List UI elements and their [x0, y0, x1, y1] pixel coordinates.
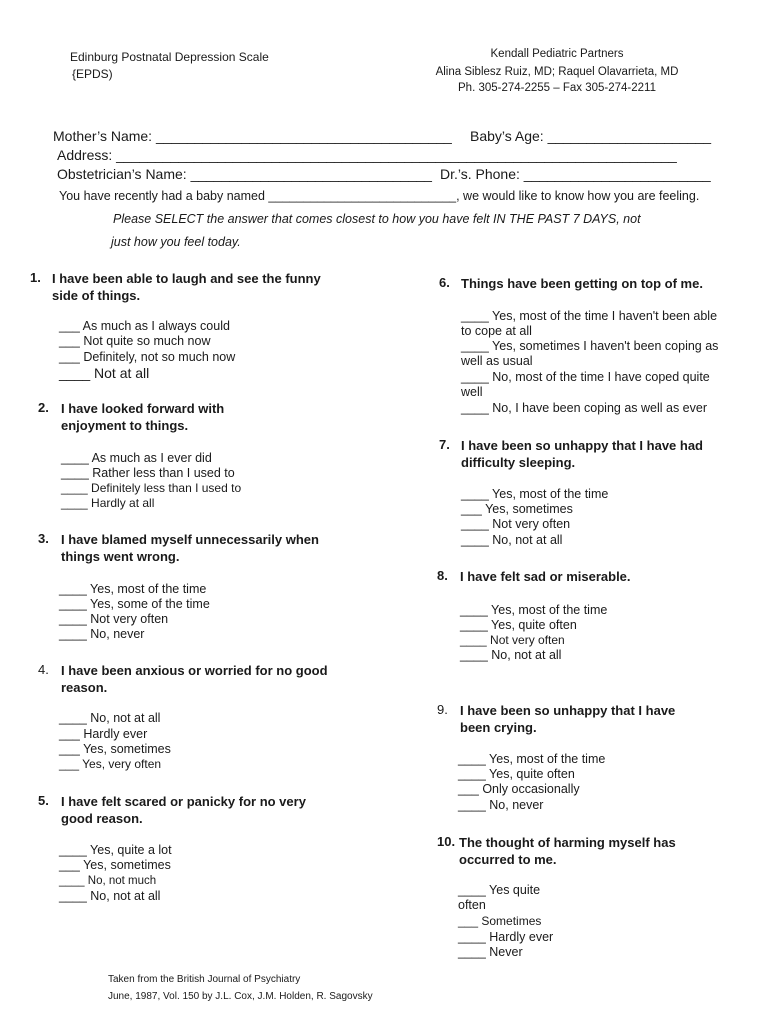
- answer-option[interactable]: ____ No, not at all: [460, 648, 562, 662]
- answer-option[interactable]: ____ Not very often: [59, 612, 169, 626]
- answer-option[interactable]: ____ No, not at all: [59, 711, 161, 725]
- answer-option[interactable]: ____ Yes, most of the time: [458, 752, 606, 766]
- answer-option[interactable]: ____ Yes quite often: [458, 883, 541, 913]
- practice-name: Kendall Pediatric Partners: [490, 48, 624, 60]
- scale-title: Edinburg Postnatal Depression Scale: [70, 50, 269, 64]
- answer-option[interactable]: ___ As much as I always could: [59, 319, 230, 333]
- dr-phone-field[interactable]: Dr.’s. Phone: ________________________: [440, 166, 711, 182]
- answer-option[interactable]: ____ Not at all: [59, 365, 150, 381]
- question-number: 3.: [38, 531, 49, 546]
- babys-age-field[interactable]: Baby’s Age: _____________________: [470, 128, 712, 144]
- obstetrician-name-field[interactable]: Obstetrician’s Name: _______________________________: [57, 166, 432, 182]
- answer-option[interactable]: ___ Yes, sometimes: [59, 858, 171, 872]
- question-text: I have blamed myself unnecessarily when things went wrong.: [61, 532, 319, 564]
- answer-option[interactable]: ____ Never: [458, 945, 523, 959]
- answer-option[interactable]: ___ Not quite so much now: [59, 334, 211, 348]
- answer-option[interactable]: ____ No, not at all: [59, 889, 161, 903]
- question-number: 7.: [439, 437, 450, 452]
- answer-option[interactable]: ____ Yes, sometimes I haven't been coping as well as usual: [461, 339, 719, 369]
- question-number: 10.: [437, 834, 456, 849]
- question-number: 4.: [38, 662, 49, 677]
- question-number: 8.: [437, 568, 448, 583]
- intro-instructions: Please SELECT the answer that comes closest to how you have felt IN THE PAST 7 DAYS, not: [113, 212, 641, 226]
- answer-option[interactable]: ____ Yes, quite often: [458, 767, 575, 781]
- answer-option[interactable]: ____ No, I have been coping as well as ever: [461, 401, 707, 415]
- answer-option[interactable]: ____ Yes, most of the time: [460, 603, 608, 617]
- answer-option[interactable]: ___ Yes, sometimes: [461, 502, 573, 516]
- answer-option[interactable]: ____ Yes, quite a lot: [59, 843, 172, 857]
- citation-source: Taken from the British Journal of Psychiatry: [108, 974, 301, 985]
- scale-abbreviation: {EPDS): [72, 67, 113, 81]
- answer-option[interactable]: ____ Not very often: [460, 633, 565, 647]
- question-text: I have been anxious or worried for no good reason.: [61, 663, 328, 695]
- answer-option[interactable]: ___ Sometimes: [458, 914, 542, 928]
- question-number: 9.: [437, 702, 448, 717]
- answer-option[interactable]: ____ As much as I ever did: [61, 451, 212, 465]
- answer-option[interactable]: ____ Yes, most of the time: [59, 582, 207, 596]
- question-number: 6.: [439, 275, 450, 290]
- question-text: I have been so unhappy that I have had difficulty sleeping.: [461, 438, 703, 470]
- answer-option[interactable]: ____ Yes, quite often: [460, 618, 577, 632]
- answer-option[interactable]: ___ Yes, very often: [59, 757, 162, 771]
- answer-option[interactable]: ____ Definitely less than I used to: [61, 481, 242, 495]
- intro-instructions-cont: just how you feel today.: [111, 235, 241, 249]
- question-text: I have been able to laugh and see the funny side of things.: [52, 271, 321, 303]
- answer-option[interactable]: ___ Yes, sometimes: [59, 742, 171, 756]
- question-text: I have felt scared or panicky for no very good reason.: [61, 794, 306, 826]
- question-text: I have looked forward with enjoyment to things.: [61, 401, 225, 433]
- answer-option[interactable]: ____ Yes, most of the time: [461, 487, 609, 501]
- answer-option[interactable]: ____ No, most of the time I have coped quite well: [461, 370, 710, 400]
- answer-option[interactable]: ____ Yes, some of the time: [59, 597, 210, 611]
- question-number: 2.: [38, 400, 49, 415]
- mothers-name-field[interactable]: Mother’s Name: ______________________________________: [53, 128, 452, 144]
- question-text: I have felt sad or miserable.: [460, 569, 631, 584]
- practice-doctors: Alina Siblesz Ruiz, MD; Raquel Olavarrieta, MD: [435, 66, 679, 78]
- answer-option[interactable]: ____ Hardly at all: [61, 496, 155, 510]
- practice-phone-fax: Ph. 305-274-2255 – Fax 305-274-2211: [458, 82, 656, 94]
- answer-option[interactable]: ___ Hardly ever: [59, 727, 148, 741]
- answer-option[interactable]: ___ Definitely, not so much now: [59, 350, 236, 364]
- question-text: I have been so unhappy that I have been crying.: [460, 703, 676, 735]
- answer-option[interactable]: ____ No, never: [59, 627, 145, 641]
- answer-option[interactable]: ____ No, not at all: [461, 533, 563, 547]
- answer-option[interactable]: ____ Not very often: [461, 517, 571, 531]
- intro-baby-name: You have recently had a baby named ___________________________, we would like to know how you are feeling.: [59, 189, 700, 203]
- question-text: The thought of harming myself has occurred to me.: [459, 835, 676, 867]
- citation-authors: June, 1987, Vol. 150 by J.L. Cox, J.M. Holden, R. Sagovsky: [108, 991, 373, 1002]
- address-field[interactable]: Address: ________________________________________________________________________: [57, 147, 677, 163]
- answer-option[interactable]: ____ Yes, most of the time I haven't been able to cope at all: [461, 309, 718, 339]
- question-number: 5.: [38, 793, 49, 808]
- question-number: 1.: [30, 270, 41, 285]
- answer-option[interactable]: ____ No, not much: [59, 875, 157, 887]
- answer-option[interactable]: ____ No, never: [458, 798, 544, 812]
- answer-option[interactable]: ____ Rather less than I used to: [61, 466, 235, 480]
- question-text: Things have been getting on top of me.: [461, 276, 703, 291]
- answer-option[interactable]: ___ Only occasionally: [458, 782, 580, 796]
- answer-option[interactable]: ____ Hardly ever: [458, 930, 554, 944]
